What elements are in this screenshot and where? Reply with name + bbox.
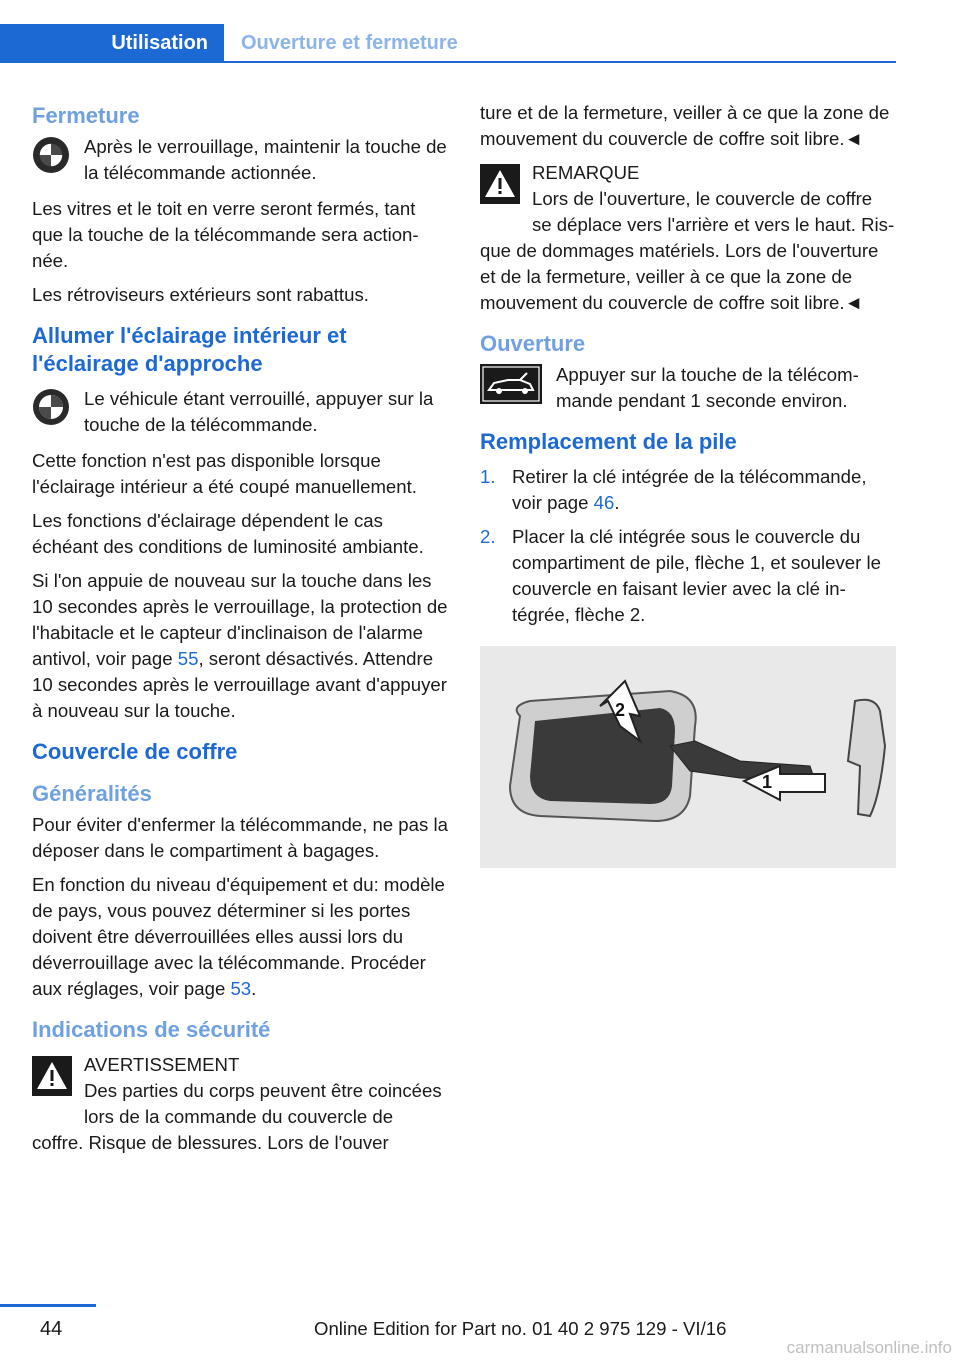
left-column [32,100,448,1164]
note-label: REMARQUE [532,162,640,183]
section-tab-ouverture: Ouverture et fermeture [241,32,458,54]
trunk-button-icon [480,364,542,414]
heading-ouverture: Ouverture [480,331,586,356]
right-column [480,100,896,868]
heading-couvercle-coffre: Couvercle de coffre [32,739,238,764]
arrow-1-label: 1 [762,772,773,792]
fermeture-icon-text: Après le verrouillage, maintenir la touche de la télécommande actionnée. [84,136,447,183]
note-text: Lors de l'ouverture, le couvercle de coffre se déplace vers l'arrière et vers le haut. Risque de dommages matériels. Lors de l'ouverture et de la fermeture, veiller à ce que la zone de mouvement du couvercle de coffre soit libre.◄ [480,188,895,313]
warning-block [32,1052,448,1156]
generalites-p2-text: En fonction du niveau d'équipement et du: modèle de pays, vous pouvez déterminer si les portes doivent être déverrouillées elles aussi lors du déverrouillage avec la télécommande. Procéder aux réglages, voir page [32,874,445,999]
fermeture-p2: Les rétroviseurs extérieurs sont rabattus. [32,284,369,305]
warning-text-continued: ture et de la fermeture, veiller à ce que la zone de mouvement du couvercle de coffre soit libre.◄ [480,102,890,149]
bmw-key-icon [32,136,70,186]
eclairage-icon-text: Le véhicule étant verrouillé, appuyer sur la touche de la télécommande. [84,388,434,435]
ouverture-icon-text: Appuyer sur la touche de la télécommande pendant 1 seconde environ. [556,364,859,411]
step-text-end: . [614,492,620,513]
fermeture-instruction [32,134,448,186]
page-number: 44 [40,1318,63,1340]
list-item [480,464,896,516]
warning-triangle-icon [480,164,520,211]
key-battery-figure [480,646,896,868]
page-header [0,0,896,64]
warning-text: Des parties du corps peuvent être coincées lors de la commande du couvercle de coffre. Risque de blessures. Lors de l'ouver [32,1080,442,1153]
page-link-46[interactable]: 46 [593,492,615,513]
eclairage-p3-text: Si l'on appuie de nouveau sur la touche dans les 10 secondes après le verrouillage, la protection de l'habitacle et le capteur d'inclinaison de l'alarme antivol, voir page [32,570,448,669]
generalites-p2-end: . [251,978,257,999]
generalites-p2 [32,872,448,1002]
heading-securite: Indications de sécurité [32,1017,271,1042]
eclairage-p1: Cette fonction n'est pas disponible lorsque l'éclairage intérieur a été coupé manuellement. [32,450,417,497]
heading-eclairage: Allumer l'éclairage intérieur et l'éclairage d'approche [32,323,347,376]
warning-triangle-icon [32,1056,72,1103]
section-tab-utilisation: Utilisation [0,24,224,62]
eclairage-p2: Les fonctions d'éclairage dépendent le cas échéant des conditions de luminosité ambiante. [32,510,424,557]
eclairage-p3 [32,568,448,724]
heading-remplacement-pile: Remplacement de la pile [480,429,737,454]
bmw-key-icon [32,388,70,438]
step-text: Retirer la clé intégrée de la télécommande, voir page [512,466,867,513]
edition-text: Online Edition for Part no. 01 40 2 975 129 - VI/16 [314,1318,727,1339]
warning-label: AVERTISSEMENT [84,1054,240,1075]
list-item [480,524,896,628]
page-link-53[interactable]: 53 [230,978,252,999]
heading-fermeture: Fermeture [32,103,140,128]
step-text: Placer la clé intégrée sous le couvercle du compartiment de pile, flèche 1, et soulever le couvercle en faisant levier avec la clé intégrée, flèche 2. [512,526,881,625]
watermark: carmanualsonline.info [786,1338,952,1357]
footer-rule [0,1304,96,1307]
heading-generalites: Généralités [32,781,152,806]
steps-list [480,464,896,628]
page-link-55[interactable]: 55 [177,648,199,669]
step-number: 2. [480,526,496,547]
key-illustration [480,646,896,868]
step-number: 1. [480,466,496,487]
note-block [480,160,896,316]
arrow-2-label: 2 [615,700,626,720]
header-rule [0,61,896,63]
fermeture-p1: Les vitres et le toit en verre seront fermés, tant que la touche de la télécommande sera actionnée. [32,198,419,271]
eclairage-p3-text-end: , seront désactivés. Attendre 10 secondes après le verrouillage avant d'appuyer à nouveau sur la touche. [32,648,447,721]
generalites-p1: Pour éviter d'enfermer la télécommande, ne pas la déposer dans le compartiment à bagages. [32,814,448,861]
ouverture-instruction [480,362,896,414]
eclairage-instruction [32,386,448,438]
